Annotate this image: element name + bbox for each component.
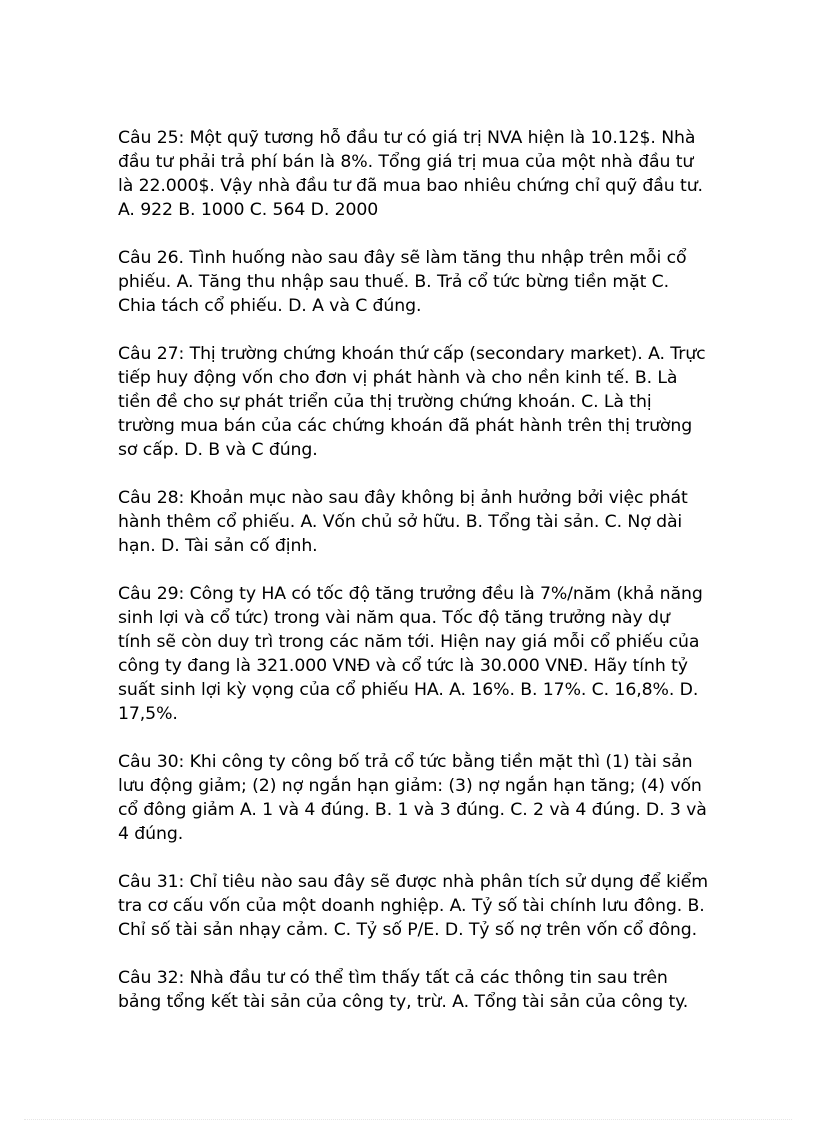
question-31: Câu 31: Chỉ tiêu nào sau đây sẽ được nhà phân tích sử dụng để kiểm tra cơ cấu vốn của một doanh nghiệp. A. Tỷ số tài chính lưu đông. B. Chỉ số tài sản nhạy cảm. C. Tỷ số P/E. D. Tỷ số nợ trên vốn cổ đông.	[118, 872, 708, 940]
question-27: Câu 27: Thị trường chứng khoán thứ cấp (secondary market). A. Trực tiếp huy động vốn cho đơn vị phát hành và cho nền kinh tế. B. Là tiền đề cho sự phát triển của thị trường chứng khoán. C. Là thị trường mua bán của các chứng khoán đã phát hành trên thị trường sơ cấp. D. B và C đúng.	[118, 344, 706, 460]
question-25: Câu 25: Một quỹ tương hỗ đầu tư có giá trị NVA hiện là 10.12$. Nhà đầu tư phải trả phí bán là 8%. Tổng giá trị mua của một nhà đầu tư là 22.000$. Vậy nhà đầu tư đã mua bao nhiêu chứng chỉ quỹ đầu tư. A. 922 B. 1000 C. 564 D. 2000	[118, 128, 703, 220]
question-26: Câu 26. Tình huống nào sau đây sẽ làm tăng thu nhập trên mỗi cổ phiếu. A. Tăng thu nhập sau thuế. B. Trả cổ tức bừng tiền mặt C. Chia tách cổ phiếu. D. A và C đúng.	[118, 248, 687, 316]
question-29: Câu 29: Công ty HA có tốc độ tăng trưởng đều là 7%/năm (khả năng sinh lợi và cổ tức) trong vài năm qua. Tốc độ tăng trưởng này dự tính sẽ còn duy trì trong các năm tới. Hiện nay giá mỗi cổ phiếu của công ty đang là 321.000 VNĐ và cổ tức là 30.000 VNĐ. Hãy tính tỷ suất sinh lợi kỳ vọng của cổ phiếu HA. A. 16%. B. 17%. C. 16,8%. D. 17,5%.	[118, 584, 703, 724]
question-30: Câu 30: Khi công ty công bố trả cổ tức bằng tiền mặt thì (1) tài sản lưu động giảm; (2) nợ ngắn hạn giảm: (3) nợ ngắn hạn tăng; (4) vốn cổ đông giảm A. 1 và 4 đúng. B. 1 và 3 đúng. C. 2 và 4 đúng. D. 3 và 4 đúng.	[118, 752, 707, 844]
question-28: Câu 28: Khoản mục nào sau đây không bị ảnh hưởng bởi việc phát hành thêm cổ phiếu. A. Vốn chủ sở hữu. B. Tổng tài sản. C. Nợ dài hạn. D. Tài sản cố định.	[118, 488, 688, 556]
document-page	[118, 126, 708, 1038]
page-bottom-divider	[24, 1119, 792, 1120]
question-32: Câu 32: Nhà đầu tư có thể tìm thấy tất cả các thông tin sau trên bảng tổng kết tài sản của công ty, trừ. A. Tổng tài sản của công ty.	[118, 968, 689, 1012]
